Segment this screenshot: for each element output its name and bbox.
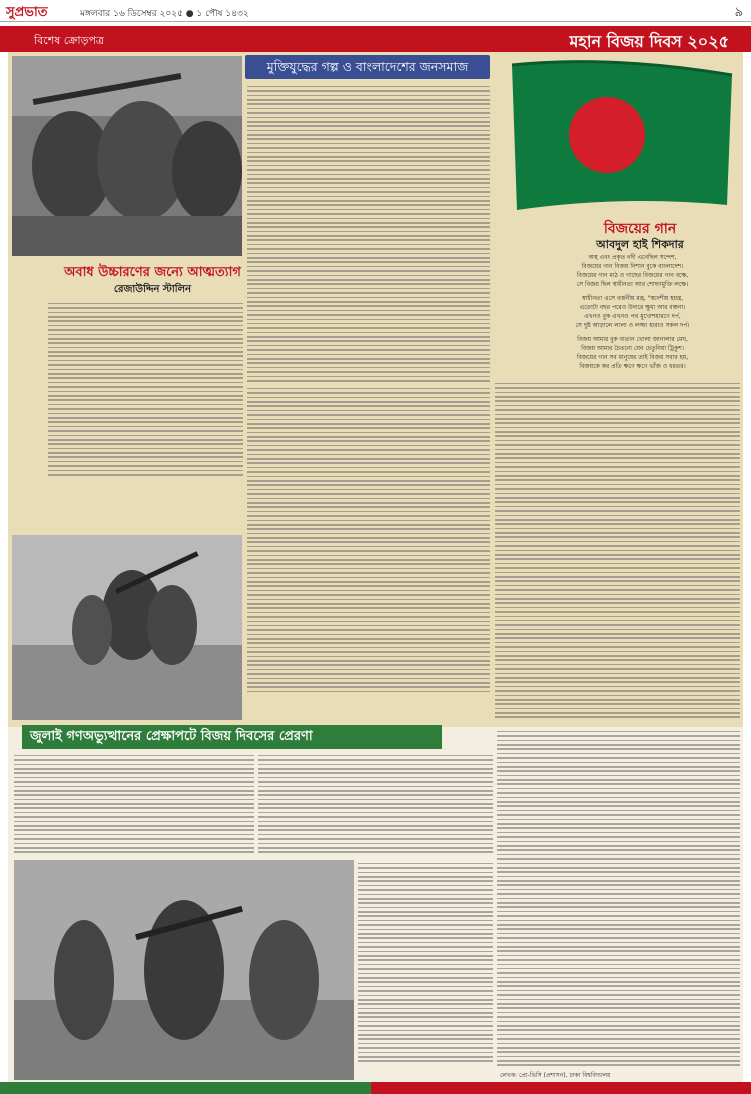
poem-line: সে বিজয় ছিল স্বাধীনতা আর শোষণমুক্তি লক্ষে।	[576, 281, 689, 288]
july-article-author: লেখক: প্রো-ভিসি (প্রশাসন), ঢাকা বিশ্ববিদ্যালয়	[500, 1072, 611, 1079]
july-article-column-1	[14, 752, 254, 857]
song-author: আবদুল হাই শিকদার	[596, 238, 684, 251]
july-article-column-2	[258, 752, 493, 857]
freedom-fighters-photo	[12, 56, 242, 256]
poem-line: বিজয় আমার বুক বাতান খোলা জানালার মেঘ,	[577, 336, 688, 343]
masthead	[0, 0, 751, 22]
poem-line: এখনও বুক এখনও পথ মুখোশধারণে দর্প,	[584, 313, 681, 320]
main-article-column-2	[247, 385, 490, 715]
right-column-text	[495, 380, 740, 720]
section-banner	[0, 26, 751, 52]
poem-line: সে দুষ্ট আড়ালে লালা ও লজ্জ্য হারাও সকল দর্প।	[575, 322, 690, 329]
stalin-article-title: অবাধ উচ্চারণের জন্যে আত্মত্যাগ	[64, 265, 241, 280]
section-label: বিশেষ ক্রোড়পত্র	[34, 34, 105, 47]
song-poem	[525, 253, 740, 371]
section-title: মহান বিজয় দিবস ২০২৫	[569, 32, 729, 51]
july-article-column-3	[497, 728, 740, 1068]
soldiers-battle-photo	[12, 535, 242, 720]
poem-line: এতোটা বছর পরেও উদারে ক্ষুধা আর বঞ্চনা।	[579, 304, 686, 311]
poem-line: অস্থ এবং প্রকৃত নদী এনেছিল সন্দেশ,	[588, 254, 677, 261]
main-article-headline: মুক্তিযুদ্ধের গল্প ও বাংলাদেশের জনসমাজ	[245, 55, 490, 79]
poem-line: বিজয়ের গান মাঠ ও গাছের বিজয়ের গান বক্ষে,	[576, 272, 689, 279]
newspaper-logo: সুপ্রভাত	[6, 5, 48, 20]
main-article-column-1	[247, 83, 490, 383]
bottom-strip-red	[371, 1082, 751, 1094]
song-title: বিজয়ের গান	[603, 221, 677, 237]
poem-line: বিজয়কে কর প্রতি ক্ষণে ক্ষণে ভাঁজ ও ধরতর।	[579, 363, 686, 370]
stalin-article-body	[48, 300, 243, 500]
bottom-flag-strip	[0, 1082, 751, 1094]
july-article-column-2b	[358, 860, 493, 1078]
poem-line: বিজয়ের গান বিজয় নিশান বুকে বাংলাদেশ।	[581, 263, 684, 270]
poem-line: বিজয়ের গান সব মানুষের তাই বিজয় সবার হয়,	[576, 354, 689, 361]
stalin-article-author: রেজাউদ্দিন স্টালিন	[113, 284, 192, 295]
poem-line: বিজয় আমার চৈতন্যে যেন চেতুনিয়া ট্রিকুশ।	[581, 345, 684, 352]
july-uprising-photo	[14, 860, 354, 1080]
bangladesh-flag-image	[492, 55, 743, 215]
july-article-headline: জুলাই গণঅভ্যুত্থানের প্রেক্ষাপটে বিজয় দিবসের প্রেরণা	[22, 725, 442, 749]
poem-line: স্বাধীনতা এসে বর্জনীয় মন্ত্র, "স্বদেশীয় হয়ন্ত্র,	[581, 295, 684, 302]
page-number: ৯	[734, 5, 743, 20]
issue-date: মঙ্গলবার ১৬ ডিসেম্বর ২০২৫ ● ১ পৌষ ১৪৩২	[80, 9, 249, 19]
